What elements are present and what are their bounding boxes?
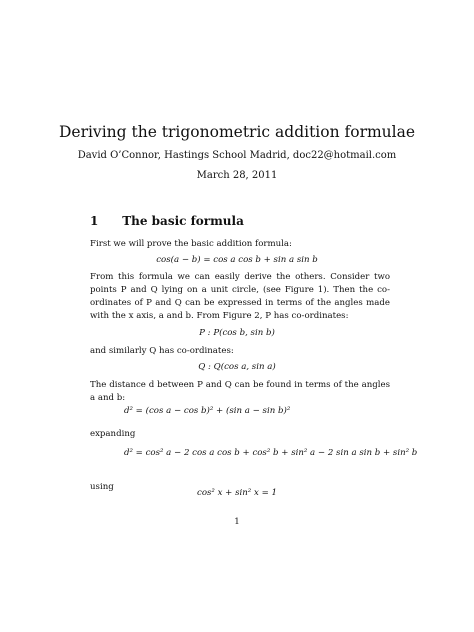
paragraph-distance: The distance d between P and Q can be found in terms of the angles a and b: bbox=[90, 380, 390, 403]
paragraph-expanding: expanding bbox=[90, 429, 136, 439]
paragraph-using: using bbox=[90, 482, 114, 492]
paragraph-similarly-q: and similarly Q has co-ordinates: bbox=[90, 346, 234, 356]
paragraph-intro: First we will prove the basic addition formula: bbox=[90, 239, 292, 249]
section-title: The basic formula bbox=[122, 214, 244, 228]
section-heading bbox=[90, 214, 244, 228]
page-number: 1 bbox=[234, 517, 240, 527]
paragraph-unit-circle: From this formula we can easily derive the others. Consider two points P and Q lying on a unit circle, (see Figure 1). Then the co-ordinates of P and Q can be expressed in terms of the angles made with the x axis, a and b. From Figure 2, P has co-ordinates: bbox=[90, 272, 390, 321]
equation-distance: d² = (cos a − cos b)² + (sin a − sin b)² bbox=[124, 406, 291, 416]
author-line: David O’Connor, Hastings School Madrid, doc22@hotmail.com bbox=[77, 150, 397, 161]
equation-expanded: d² = cos² a − 2 cos a cos b + cos² b + sin² a − 2 sin a sin b + sin² b bbox=[124, 448, 418, 458]
equation-addition-formula: cos(a − b) = cos a cos b + sin a sin b bbox=[156, 255, 318, 265]
paper-title: Deriving the trigonometric addition formulae bbox=[58, 123, 416, 141]
date-line: March 28, 2011 bbox=[196, 170, 278, 181]
equation-pythagorean-identity: cos² x + sin² x = 1 bbox=[197, 488, 277, 498]
section-number: 1 bbox=[90, 214, 99, 228]
equation-point-q: Q : Q(cos a, sin a) bbox=[198, 362, 276, 372]
equation-point-p: P : P(cos b, sin b) bbox=[199, 328, 275, 338]
